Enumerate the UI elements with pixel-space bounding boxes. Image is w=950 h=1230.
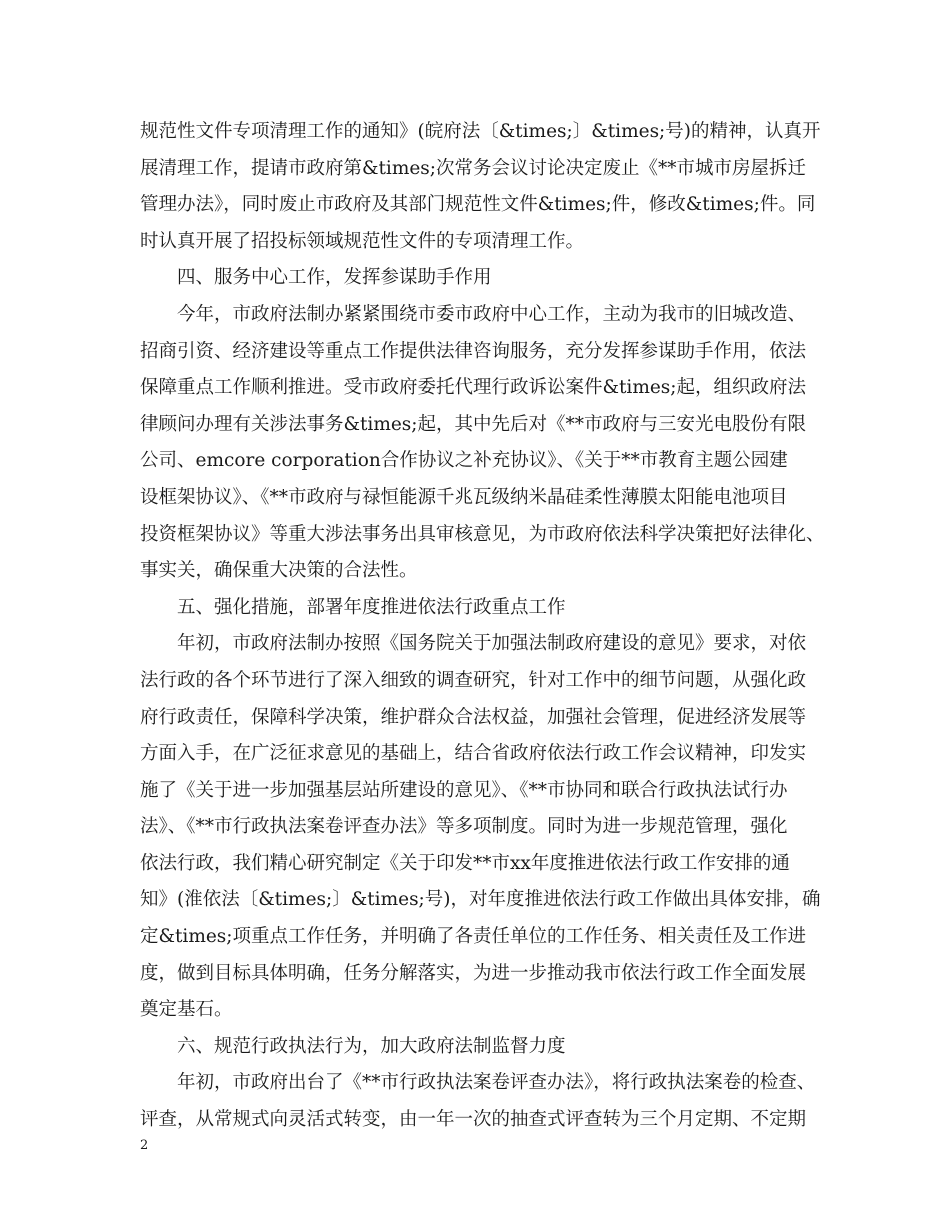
paragraph-line: 年初，市政府出台了《**市行政执法案卷评查办法》，将行政执法案卷的检查、 — [177, 1072, 816, 1094]
section-heading: 六、规范行政执法行为，加大政府法制监督力度 — [177, 1035, 566, 1057]
paragraph-line: 管理办法》，同时废止市政府及其部门规范性文件&times;件，修改&times;件。同 — [140, 194, 816, 216]
paragraph-line: 法》、《**市行政执法案卷评查办法》等多项制度。同时为进一步规范管理，强化 — [140, 816, 788, 838]
paragraph-line: 招商引资、经济建设等重点工作提供法律咨询服务，充分发挥参谋助手作用，依法 — [140, 340, 807, 362]
paragraph-line: 保障重点工作顺利推进。受市政府委托代理行政诉讼案件&times;起，组织政府法 — [140, 377, 807, 399]
paragraph-line: 律顾问办理有关涉法事务&times;起，其中先后对《**市政府与三安光电股份有限 — [140, 413, 807, 435]
paragraph-line: 评查，从常规式向灵活式转变，由一年一次的抽查式评查转为三个月定期、不定期 — [140, 1109, 807, 1131]
paragraph-line: 规范性文件专项清理工作的通知》(皖府法〔&times;〕&times;号)的精神，认真开 — [140, 121, 821, 142]
paragraph-line: 公司、emcore corporation合作协议之补充协议》、《关于**市教育主题公园建 — [140, 450, 788, 472]
paragraph-line: 今年，市政府法制办紧紧围绕市委市政府中心工作，主动为我市的旧城改造、 — [177, 303, 807, 325]
page-number: 2 — [140, 1138, 149, 1153]
section-heading: 五、强化措施，部署年度推进依法行政重点工作 — [177, 596, 566, 618]
paragraph-line: 方面入手，在广泛征求意见的基础上，结合省政府依法行政工作会议精神，印发实 — [140, 743, 807, 765]
paragraph-line: 展清理工作，提请市政府第&times;次常务会议讨论决定废止《**市城市房屋拆迁 — [140, 157, 807, 179]
paragraph-line: 度，做到目标具体明确，任务分解落实，为进一步推动我市依法行政工作全面发展 — [140, 962, 807, 984]
paragraph-line: 施了《关于进一步加强基层站所建设的意见》、《**市协同和联合行政执法试行办 — [140, 779, 788, 801]
paragraph-line: 府行政责任，保障科学决策，维护群众合法权益，加强社会管理，促进经济发展等 — [140, 706, 807, 728]
document-body — [140, 114, 830, 1139]
paragraph-line: 设框架协议》、《**市政府与禄恒能源千兆瓦级纳米晶硅柔性薄膜太阳能电池项目 — [140, 486, 788, 508]
paragraph-line: 知》(淮依法〔&times;〕&times;号)，对年度推进依法行政工作做出具体安排，确 — [140, 889, 821, 911]
paragraph-line: 时认真开展了招投标领域规范性文件的专项清理工作。 — [140, 230, 585, 252]
paragraph-line: 依法行政，我们精心研究制定《关于印发**市xx年度推进依法行政工作安排的通 — [140, 852, 790, 874]
paragraph-line: 投资框架协议》等重大涉法事务出具审核意见，为市政府依法科学决策把好法律化、 — [140, 523, 825, 545]
section-heading: 四、服务中心工作，发挥参谋助手作用 — [177, 267, 492, 289]
paragraph-line: 定&times;项重点工作任务，并明确了各责任单位的工作任务、相关责任及工作进 — [140, 926, 807, 948]
paragraph-line: 年初，市政府法制办按照《国务院关于加强法制政府建设的意见》要求，对依 — [177, 633, 807, 655]
paragraph-line: 事实关，确保重大决策的合法性。 — [140, 560, 418, 582]
paragraph-line: 法行政的各个环节进行了深入细致的调查研究，针对工作中的细节问题，从强化政 — [140, 669, 807, 691]
paragraph-line: 奠定基石。 — [140, 999, 233, 1021]
